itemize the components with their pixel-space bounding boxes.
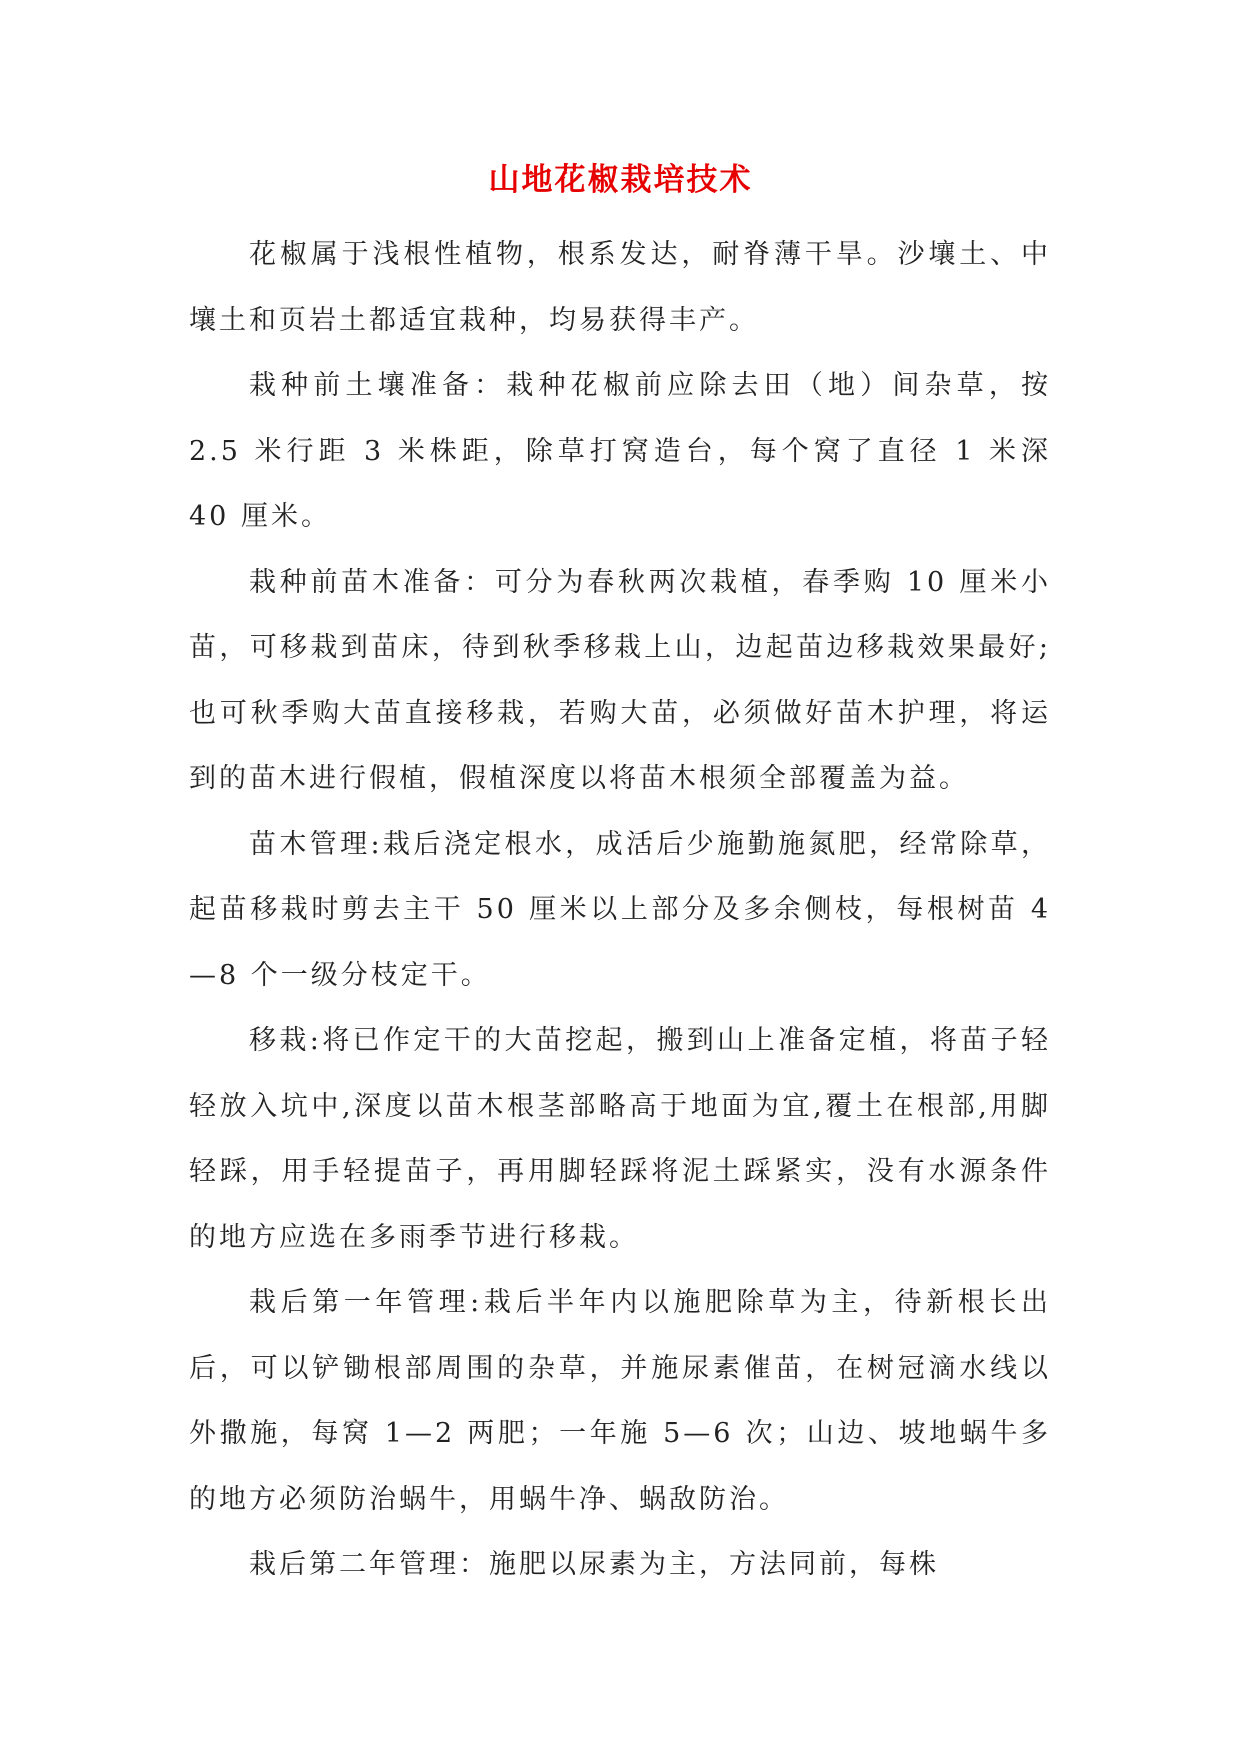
document-body bbox=[189, 222, 1051, 1598]
paragraph-transplanting: 移栽:将已作定干的大苗挖起，搬到山上准备定植，将苗子轻轻放入坑中,深度以苗木根茎部略高于地面为宜,覆土在根部,用脚轻踩，用手轻提苗子，再用脚轻踩将泥土踩紧实，没有水源条件的地方应选在多雨季节进行移栽。 bbox=[189, 1025, 1051, 1253]
paragraph-second-year-management: 栽后第二年管理：施肥以尿素为主，方法同前，每株 bbox=[249, 1549, 939, 1580]
paragraph-soil-preparation: 栽种前土壤准备：栽种花椒前应除去田（地）间杂草，按 2.5 米行距 3 米株距，除草打窝造台，每个窝了直径 1 米深 40 厘米。 bbox=[189, 370, 1051, 532]
paragraph-seedling-preparation: 栽种前苗木准备：可分为春秋两次栽植，春季购 10 厘米小苗，可移栽到苗床，待到秋季移栽上山，边起苗边移栽效果最好;也可秋季购大苗直接移栽，若购大苗，必须做好苗木护理，将运到的苗木进行假植，假植深度以将苗木根须全部覆盖为益。 bbox=[189, 566, 1051, 794]
paragraph-soil-type: 花椒属于浅根性植物，根系发达，耐脊薄干旱。沙壤土、中壤土和页岩土都适宜栽种，均易获得丰产。 bbox=[189, 239, 1051, 336]
document-title: 山地花椒栽培技术 bbox=[488, 162, 753, 198]
paragraph-seedling-management: 苗木管理:栽后浇定根水，成活后少施勤施氮肥，经常除草，起苗移栽时剪去主干 50 厘米以上部分及多余侧枝，每根树苗 4—8 个一级分枝定干。 bbox=[189, 828, 1051, 991]
paragraph-first-year-management: 栽后第一年管理:栽后半年内以施肥除草为主，待新根长出后，可以铲锄根部周围的杂草，并施尿素催苗，在树冠滴水线以外撒施，每窝 1—2 两肥；一年施 5—6 次；山边、坡地蜗牛多的地方必须防治蜗牛，用蜗牛净、蜗敌防治。 bbox=[189, 1287, 1051, 1515]
